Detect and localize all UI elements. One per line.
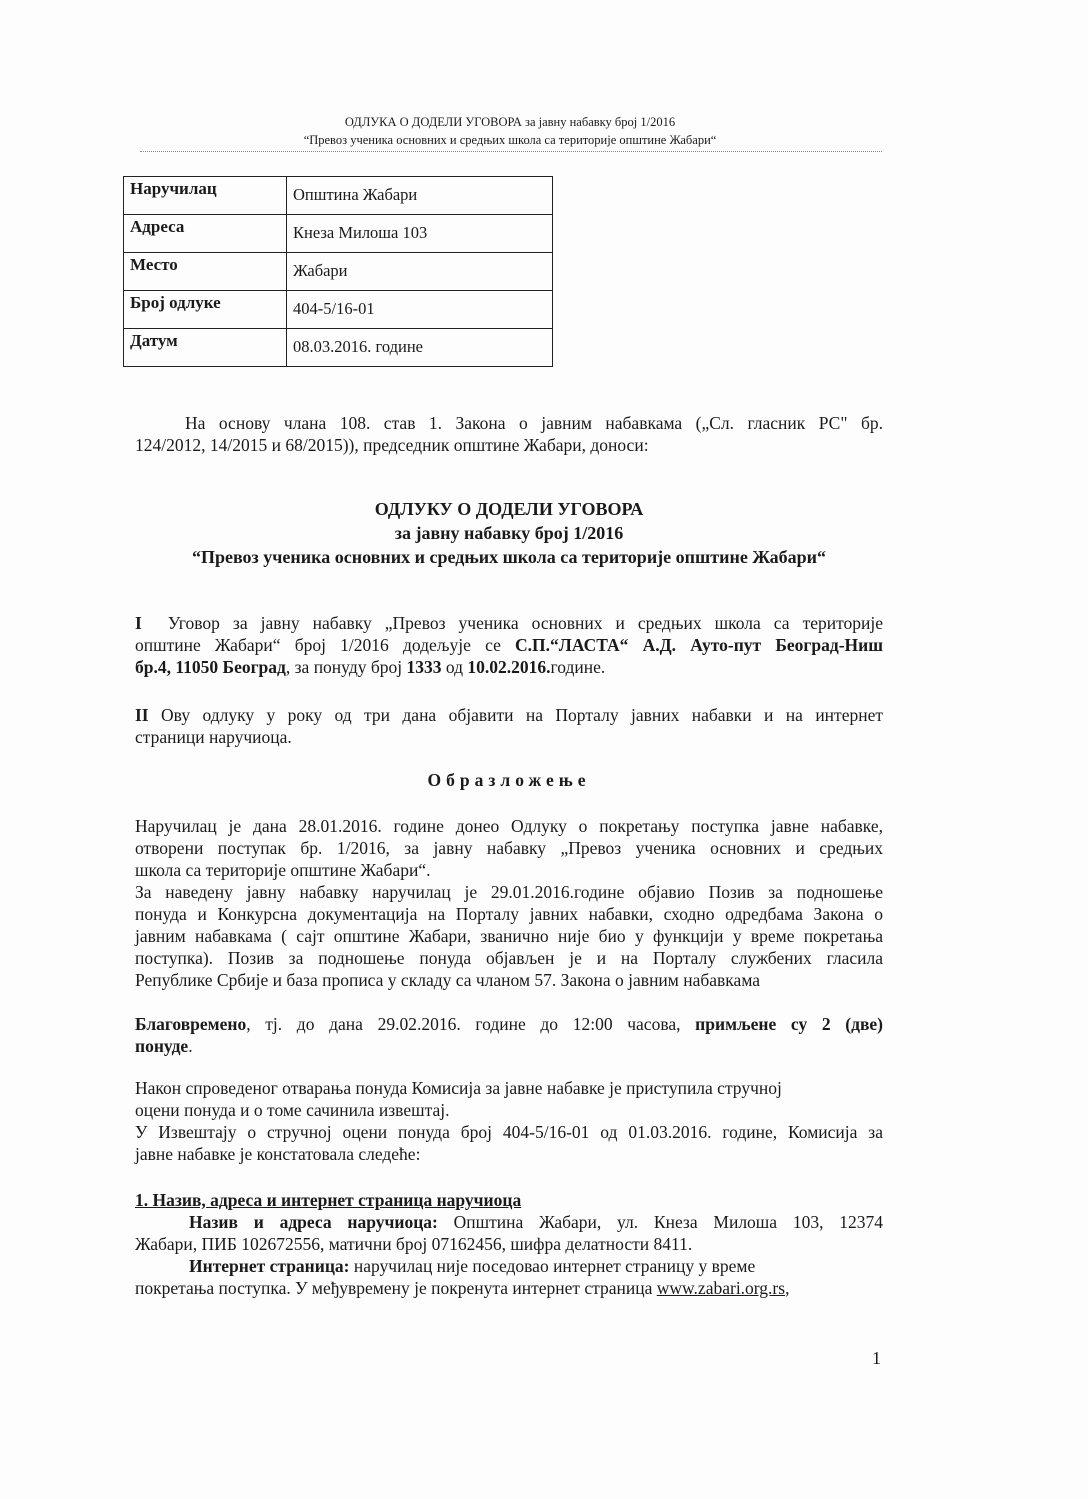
p3-line-1: Након спроведеног отварања понуда Комисија за јавне набавке је приступила стручној (135, 1078, 782, 1098)
row-label: Адреса (124, 215, 287, 253)
section-i-text-2: општине Жабари“ број 1/2016 додељује се (135, 635, 516, 655)
p2-bold-timely: Благовремено (135, 1014, 247, 1034)
intro-line-1: На основу члана 108. став 1. Закона о јавним набавкама („Сл. гласник РС" бр. (185, 413, 883, 433)
p1-line-3: школа са територије општине Жабари“. (135, 860, 431, 880)
name-label: Назив и адреса наручиоца: (189, 1212, 438, 1232)
p1-line-5: понуда и Конкурсна документација на Порталу јавних набавки, сходно одредбама Закона о (135, 904, 883, 924)
row-label: Наручилац (124, 177, 287, 215)
section-1-name-line (135, 1211, 883, 1233)
table-row (124, 215, 553, 253)
header-line-2: “Превоз ученика основних и средњих школа са територије општине Жабари“ (303, 133, 717, 147)
row-label: Број одлуке (124, 291, 287, 329)
p2-bold-received: примљене су 2 (две) (695, 1014, 883, 1034)
section-1-heading: 1. Назив, адреса и интернет страница наручиоца (135, 1190, 522, 1210)
intro-paragraph (135, 412, 883, 456)
title-line-2: за јавну набавку број 1/2016 (394, 523, 624, 543)
table-row (124, 291, 553, 329)
section-1-web-line-2 (135, 1277, 883, 1299)
section-ii (135, 704, 883, 748)
running-header (140, 113, 880, 149)
explanation-paragraph-1 (135, 815, 883, 991)
section-i-text-3: , за понуду број (285, 657, 407, 677)
row-label: Место (124, 253, 287, 291)
row-value: Кнеза Милоша 103 (287, 215, 553, 253)
contractor-address: бр.4, 11050 Београд (135, 657, 286, 677)
page-number: 1 (872, 1348, 881, 1368)
header-line-1: ОДЛУКА О ДОДЕЛИ УГОВОРА за јавну набавку број 1/2016 (344, 115, 676, 129)
p3-line-3: У Извештају о стручној оцени понуда број 404-5/16-01 од 01.03.2016. године, Комисија за (135, 1122, 883, 1142)
section-i-text-1: Уговор за јавну набавку „Превоз ученика основних и средњих школа са територије (167, 613, 884, 633)
section-i-line-2 (135, 634, 883, 656)
name-value: Општина Жабари, ул. Кнеза Милоша 103, 12374 (437, 1212, 883, 1232)
table-row (124, 177, 553, 215)
section-1 (135, 1189, 883, 1299)
web-label: Интернет страница: (189, 1256, 350, 1276)
evaluation-paragraph (135, 1077, 883, 1165)
section-1-heading-line (135, 1189, 883, 1211)
title-line-1: ОДЛУКУ О ДОДЕЛИ УГОВОРА (374, 499, 644, 519)
section-i-text-5: године. (550, 657, 606, 677)
web-tail: , (785, 1278, 790, 1298)
website-link[interactable]: www.zabari.org.rs (656, 1278, 786, 1298)
row-value: Жабари (287, 253, 553, 291)
contractor-name: С.П.“ЛАСТА“ А.Д. Ауто-пут Београд-Ниш (515, 635, 883, 655)
title-line-3: “Превоз ученика основних и средњих школа са територије општине Жабари“ (191, 547, 827, 567)
section-ii-number: II (135, 705, 149, 725)
row-value: 08.03.2016. године (287, 329, 553, 367)
row-value: 404-5/16-01 (287, 291, 553, 329)
section-ii-line-1 (135, 704, 883, 726)
offer-date: 10.02.2016. (467, 657, 551, 677)
p2-line-1 (135, 1013, 883, 1035)
offer-number: 1333 (406, 657, 442, 677)
p1-line-6: јавним набавкама ( сајт општине Жабари, званично није био у функцији у време покретања (135, 926, 883, 946)
p1-line-4: За наведену јавну набавку наручилац је 29.01.2016.године објавио Позив за подношење (135, 882, 883, 902)
web-value-2: покретања поступка. У међувремену је покренута интернет страница (135, 1278, 657, 1298)
row-value: Општина Жабари (287, 177, 553, 215)
table-row (124, 329, 553, 367)
p2-text: , тј. до дана 29.02.2016. године до 12:00 часова, (246, 1014, 696, 1034)
p2-bold-offers: понуде (135, 1036, 189, 1056)
header-divider (140, 151, 882, 152)
intro-line-2: 124/2012, 14/2015 и 68/2015)), председник општине Жабари, доноси: (135, 435, 649, 455)
offers-received-paragraph (135, 1013, 883, 1057)
p1-line-8: Републике Србије и база прописа у складу са чланом 57. Закона о јавним набавкама (135, 970, 761, 990)
section-i-line-1 (135, 612, 883, 634)
table-row (124, 253, 553, 291)
section-ii-text-1: Ову одлуку у року од три дана објавити на Порталу јавних набавки и на интернет (161, 705, 883, 725)
section-i (135, 612, 883, 678)
row-label: Датум (124, 329, 287, 367)
explanation-heading: Образложење (427, 770, 591, 790)
section-i-number: I (135, 613, 142, 633)
p1-line-2: отворени поступак бр. 1/2016, за јавну набавку „Превоз ученика основних и средњих (135, 838, 883, 858)
section-ii-line-2: страници наручиоца. (135, 727, 292, 747)
procurement-info-table (123, 176, 553, 367)
decision-title (135, 497, 883, 569)
p2-period: . (188, 1036, 193, 1056)
section-i-text-4: од (441, 657, 468, 677)
p1-line-1: Наручилац је дана 28.01.2016. године донео Одлуку о покретању поступка јавне набавке, (135, 816, 883, 836)
p3-line-2: оцени понуда и о томе сачинила извештај. (135, 1100, 450, 1120)
web-value: наручилац није поседовао интернет страницу у време (349, 1256, 756, 1276)
section-1-name-line-2: Жабари, ПИБ 102672556, матични број 07162456, шифра делатности 8411. (135, 1234, 693, 1254)
section-1-web-line (135, 1255, 883, 1277)
section-i-line-3 (135, 656, 883, 678)
p2-line-2 (135, 1035, 883, 1057)
p1-line-7: поступка). Позив за подношење понуда објављен је и на Порталу службених гласила (135, 948, 883, 968)
p3-line-4: јавне набавке је констатовала следеће: (135, 1144, 421, 1164)
